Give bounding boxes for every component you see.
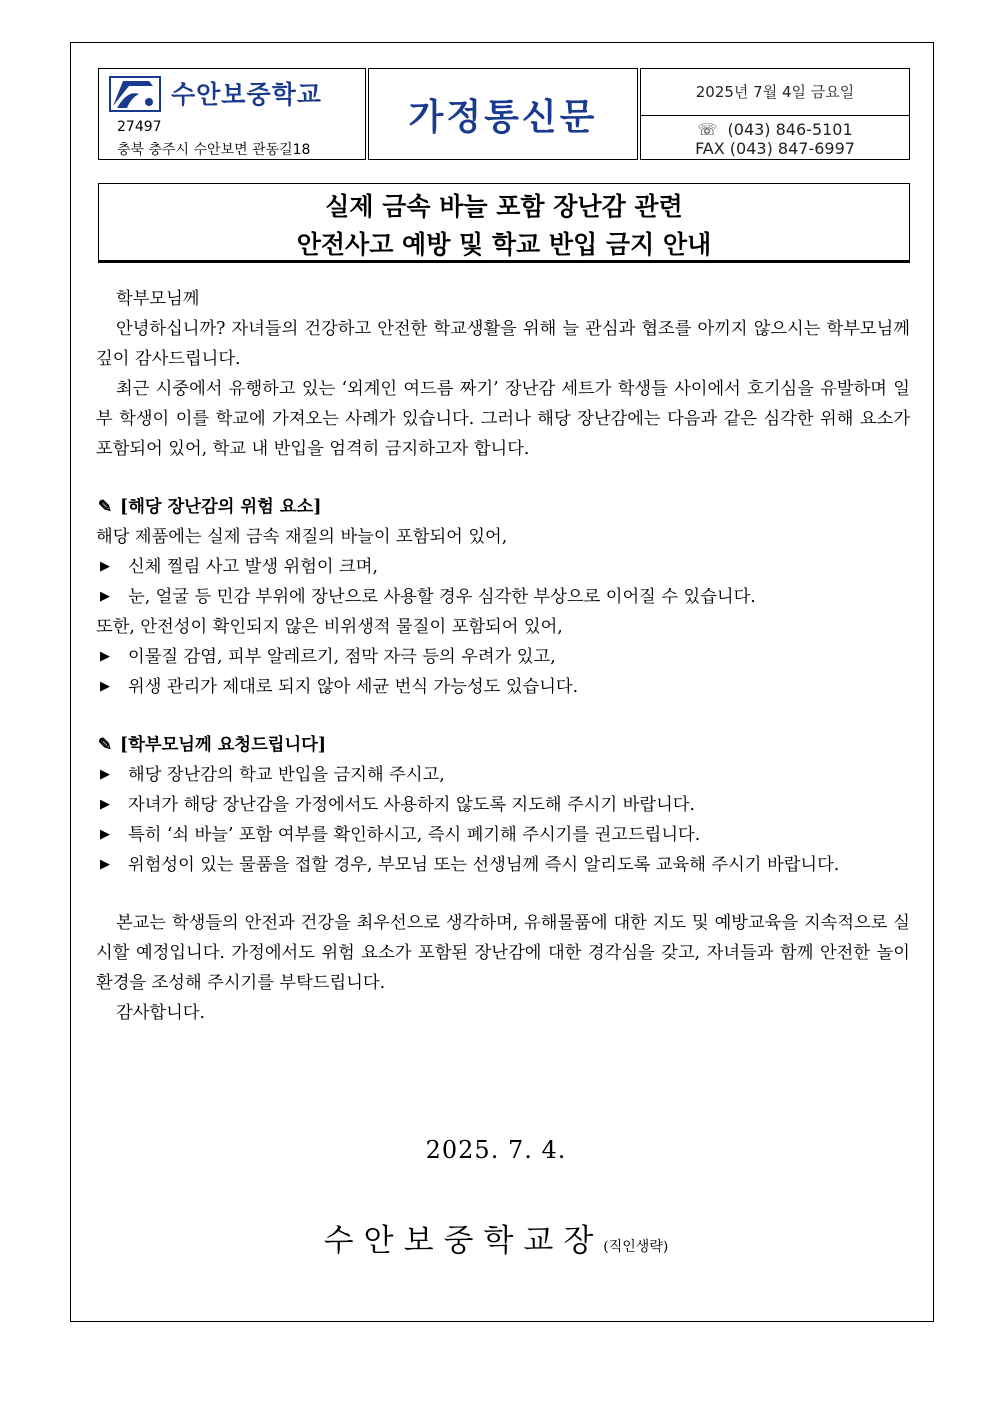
notice-title-line-1: 실제 금속 바늘 포함 장난감 관련 xyxy=(325,192,683,221)
phone-line xyxy=(641,120,909,139)
pushpin-icon: ✎ xyxy=(97,735,113,755)
triangle-bullet-icon: ▶ xyxy=(100,857,110,872)
section-heading-text: [해당 장난감의 위험 요소] xyxy=(120,497,322,517)
thanks-line: 감사합니다. xyxy=(116,1003,205,1023)
triangle-bullet-icon: ▶ xyxy=(100,649,110,664)
triangle-bullet-icon: ▶ xyxy=(100,589,110,604)
greeting: 학부모님께 xyxy=(116,289,200,309)
triangle-bullet-icon: ▶ xyxy=(100,767,110,782)
zip-code: 27497 xyxy=(117,119,162,135)
letter-date: 2025. 7. 4. xyxy=(425,1136,567,1164)
newsletter-title: 가정통신문 xyxy=(408,96,598,138)
notice-title-box xyxy=(98,183,910,263)
school-address: 충북 충주시 수안보면 관동길18 xyxy=(117,142,311,158)
divider xyxy=(641,115,909,116)
list-item: ▶ 자녀가 해당 장난감을 가정에서도 사용하지 않도록 지도해 주시기 바랍니다. xyxy=(96,790,910,820)
notice-title-line-2: 안전사고 예방 및 학교 반입 금지 안내 xyxy=(296,230,712,259)
intro-paragraph: 안녕하십니까? 자녀들의 건강하고 안전한 학교생활을 위해 늘 관심과 협조를 아끼지 않으시는 학부모님께 깊이 감사드립니다. xyxy=(96,319,910,369)
school-logo-icon xyxy=(109,76,161,112)
pushpin-icon: ✎ xyxy=(97,497,113,517)
principal-signature xyxy=(0,1215,992,1260)
triangle-bullet-icon: ▶ xyxy=(100,827,110,842)
context-paragraph: 최근 시중에서 유행하고 있는 ‘외계인 여드름 짜기’ 장난감 세트가 학생들 사이에서 호기심을 유발하며 일부 학생이 이를 학교에 가져오는 사례가 있습니다. 그러나 해당 장난감에는 다음과 같은 심각한 위해 요소가 포함되어 있어, 학교 내 반입을 엄격히 금지하고자 합니다. xyxy=(96,379,910,459)
list-item: ▶ 눈, 얼굴 등 민감 부위에 장난으로 사용할 경우 심각한 부상으로 이어질 수 있습니다. xyxy=(96,582,910,612)
triangle-bullet-icon: ▶ xyxy=(100,679,110,694)
triangle-bullet-icon: ▶ xyxy=(100,559,110,574)
signature-text: 수안보중학교장 xyxy=(323,1223,604,1259)
list-item: ▶ 위험성이 있는 물품을 접할 경우, 부모님 또는 선생님께 즉시 알리도록 교육해 주시기 바랍니다. xyxy=(96,850,910,880)
school-name: 수안보중학교 xyxy=(171,80,322,109)
fax-number: FAX (043) 847-6997 xyxy=(695,139,855,158)
letterhead xyxy=(98,68,910,160)
triangle-bullet-icon: ▶ xyxy=(100,797,110,812)
section-heading-text: [학부모님께 요청드립니다] xyxy=(120,735,327,755)
school-info-cell xyxy=(98,68,366,160)
phone-icon: ☏ xyxy=(697,120,718,139)
section-heading-requests xyxy=(96,730,910,760)
risks-lead-2: 또한, 안전성이 확인되지 않은 비위생적 물질이 포함되어 있어, xyxy=(96,617,563,637)
risks-lead: 해당 제품에는 실제 금속 재질의 바늘이 포함되어 있어, xyxy=(96,527,508,547)
list-item: ▶ 특히 ‘쇠 바늘’ 포함 여부를 확인하시고, 즉시 폐기해 주시기를 권고드립니다. xyxy=(96,820,910,850)
section-heading-risks xyxy=(96,492,910,522)
list-item: ▶ 이물질 감염, 피부 알레르기, 점막 자극 등의 우려가 있고, xyxy=(96,642,910,672)
letter-body xyxy=(96,284,910,1028)
phone-number: (043) 846-5101 xyxy=(727,120,853,139)
list-item: ▶ 해당 장난감의 학교 반입을 금지해 주시고, xyxy=(96,760,910,790)
list-item: ▶ 위생 관리가 제대로 되지 않아 세균 번식 가능성도 있습니다. xyxy=(96,672,910,702)
list-item: ▶ 신체 찔림 사고 발생 위험이 크며, xyxy=(96,552,910,582)
newsletter-title-cell xyxy=(368,68,638,160)
issue-date: 2025년 7월 4일 금요일 xyxy=(695,83,855,101)
closing-paragraph: 본교는 학생들의 안전과 건강을 최우선으로 생각하며, 유해물품에 대한 지도 및 예방교육을 지속적으로 실시할 예정입니다. 가정에서도 위험 요소가 포함된 장난감에 대한 경각심을 갖고, 자녀들과 함께 안전한 놀이 환경을 조성해 주시기를 부탁드립니다. xyxy=(96,913,910,993)
contact-info-cell xyxy=(640,68,910,160)
seal-omitted-note: (직인생략) xyxy=(603,1239,669,1255)
